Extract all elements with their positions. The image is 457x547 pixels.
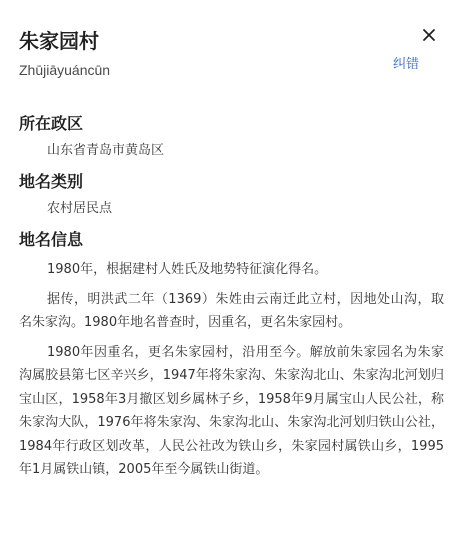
section-heading-info: 地名信息 (19, 230, 84, 249)
page-title: 朱家园村 (19, 29, 99, 53)
section-heading-category: 地名类别 (19, 172, 84, 191)
info-paragraph-3: 1980年因重名，更名朱家园村，沿用至今。解放前朱家园名为朱家沟属胶县第七区辛兴乡，1947年将朱家沟、朱家沟北山、朱家沟北河划归宝山区，1958年3月撤区划乡属林子乡，1958年9月属宝山人民公社，称朱家沟大队，1976年将朱家沟、朱家沟北山、朱家沟北河划归铁山公社，1984年行政区划改革，人民公社改为铁山乡，朱家园村属铁山乡，1995年1月属铁山镇，2005年至今属铁山街道。 (19, 344, 444, 477)
close-button[interactable] (419, 25, 439, 45)
close-icon (419, 25, 439, 45)
section-info (19, 228, 444, 482)
section-district (19, 112, 444, 162)
correct-error-link[interactable]: 纠错 (392, 57, 419, 72)
district-value: 山东省青岛市黄岛区 (47, 143, 165, 158)
pinyin-subtitle: Zhūjiāyuáncūn (19, 62, 111, 78)
section-category (19, 170, 444, 220)
info-paragraph-2: 据传，明洪武二年（1369）朱姓由云南迁此立村，因地处山沟，取名朱家沟。1980年地名普查时，因重名，更名朱家园村。 (19, 291, 444, 330)
info-paragraph-1: 1980年，根据建村人姓氏及地势特征演化得名。 (47, 262, 328, 277)
category-value: 农村居民点 (47, 201, 113, 216)
section-heading-district: 所在政区 (19, 114, 84, 133)
header (19, 26, 439, 80)
content (19, 112, 444, 488)
